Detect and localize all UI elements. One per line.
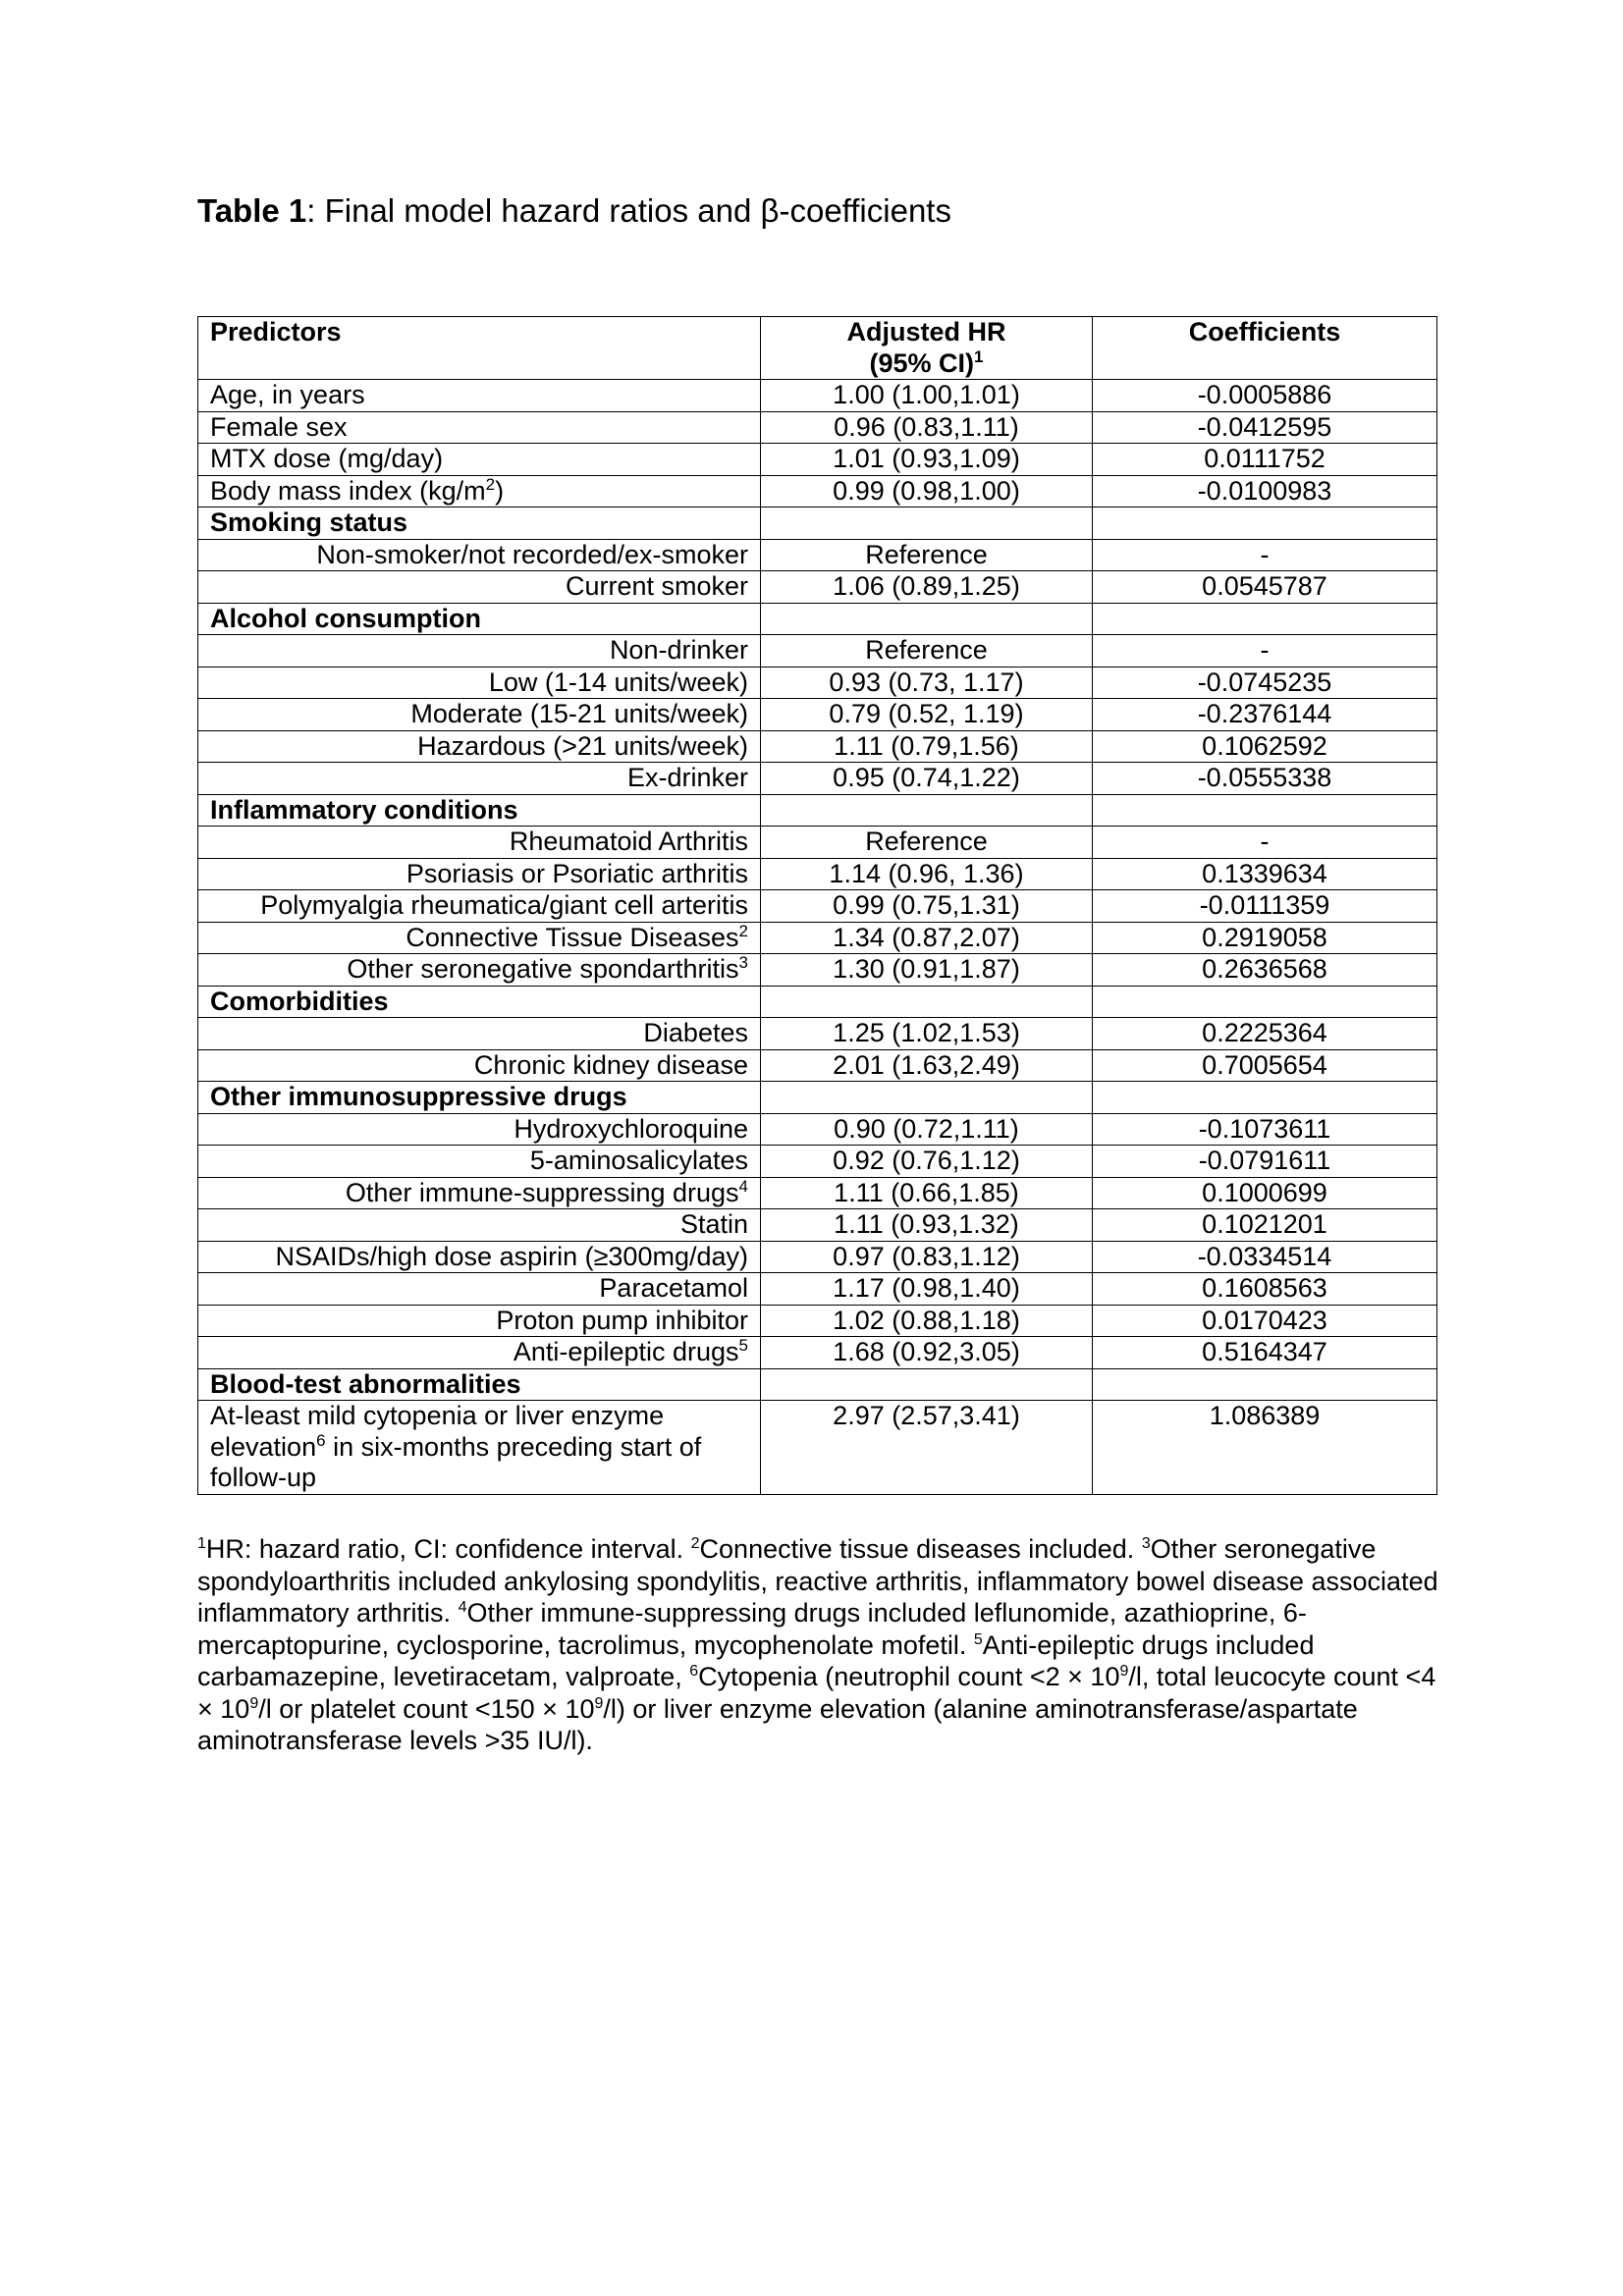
predictor-label: follow-up [210, 1463, 317, 1492]
table-row [198, 1113, 1437, 1146]
predictor-label-suffix: ) [495, 475, 505, 506]
predictor-cell [198, 954, 761, 987]
table-row [198, 444, 1437, 476]
coefficient-cell [1093, 1082, 1437, 1114]
predictor-label: Hydroxychloroquine [514, 1113, 748, 1144]
footnote-text: Connective tissue diseases included. [699, 1534, 1142, 1564]
table-row [198, 475, 1437, 507]
footnote-text: /l or platelet count <150 × 10 [258, 1693, 595, 1724]
table-row [198, 763, 1437, 795]
predictor-cell [198, 444, 761, 476]
table-title [197, 192, 951, 230]
adjusted-hr-cell: 0.99 (0.75,1.31) [761, 890, 1093, 923]
footnote-text: Cytopenia (neutrophil count <2 × 10 [698, 1662, 1120, 1691]
predictor-cell [198, 411, 761, 444]
adjusted-hr-cell: 1.17 (0.98,1.40) [761, 1273, 1093, 1306]
section-label: Alcohol consumption [210, 603, 481, 633]
table-row [198, 699, 1437, 731]
footnote-text: Other seronegative spondyloarthritis included ankylosing spondylitis, reactive arthritis, inflammatory bowel disease associated inflammatory arthritis. [197, 1534, 1438, 1628]
adjusted-hr-cell: 0.95 (0.74,1.22) [761, 763, 1093, 795]
footnote-mark: 5 [973, 1630, 983, 1648]
section-label-cell [198, 986, 761, 1018]
hazard-ratio-table [197, 316, 1437, 1495]
predictor-label: Other seronegative spondarthritis [347, 954, 739, 984]
footnote-mark: 2 [485, 474, 496, 494]
footnote-text: /l) or liver enzyme elevation (alanine aminotransferase/aspartate aminotransferase levels >35 IU/l). [197, 1693, 1358, 1755]
table-row [198, 1146, 1437, 1178]
section-label-cell [198, 794, 761, 827]
predictor-cell [198, 1305, 761, 1337]
footnote-mark: 1 [197, 1535, 206, 1552]
table-row [198, 1241, 1437, 1273]
section-header-row [198, 1082, 1437, 1114]
coefficient-cell: -0.0100983 [1093, 475, 1437, 507]
footnote-text: HR: hazard ratio, CI: confidence interval. [205, 1534, 691, 1564]
footnote-exponent: 9 [249, 1694, 259, 1712]
predictor-cell [198, 922, 761, 954]
section-label-cell [198, 1368, 761, 1401]
predictor-label: Rheumatoid Arthritis [509, 827, 748, 856]
coefficient-cell [1093, 603, 1437, 635]
predictor-cell [198, 1113, 761, 1146]
section-header-row [198, 794, 1437, 827]
predictor-cell [198, 635, 761, 667]
table-row [198, 827, 1437, 859]
adjusted-hr-cell [761, 794, 1093, 827]
table-row [198, 380, 1437, 412]
adjusted-hr-cell: 1.06 (0.89,1.25) [761, 571, 1093, 604]
section-label: Other immunosuppressive drugs [210, 1082, 627, 1111]
header-adjusted-hr [761, 317, 1093, 380]
footnote-mark: 6 [689, 1663, 699, 1680]
header-hr-line1: Adjusted HR [846, 317, 1006, 347]
footnote-text: Anti-epileptic drugs included carbamazepine, levetiracetam, valproate, [197, 1629, 1315, 1691]
predictor-cell [198, 1241, 761, 1273]
predictor-label: Diabetes [643, 1018, 748, 1047]
adjusted-hr-cell [761, 603, 1093, 635]
adjusted-hr-cell: 0.97 (0.83,1.12) [761, 1241, 1093, 1273]
footnote-mark: 3 [1141, 1535, 1151, 1552]
table-row [198, 1049, 1437, 1082]
coefficient-cell: -0.0555338 [1093, 763, 1437, 795]
coefficient-cell: 0.2919058 [1093, 922, 1437, 954]
predictor-cell [198, 1018, 761, 1050]
section-label-cell [198, 507, 761, 540]
coefficient-cell: -0.0412595 [1093, 411, 1437, 444]
table-title-number: Table 1 [197, 192, 307, 229]
coefficient-cell: 0.2636568 [1093, 954, 1437, 987]
footnote-exponent: 9 [1119, 1663, 1129, 1680]
predictor-label: Chronic kidney disease [473, 1049, 748, 1080]
predictor-cell [198, 1401, 761, 1495]
predictor-cell [198, 699, 761, 731]
coefficient-cell: 0.7005654 [1093, 1049, 1437, 1082]
section-header-row [198, 507, 1437, 540]
coefficient-cell: 0.0111752 [1093, 444, 1437, 476]
predictor-cell [198, 667, 761, 699]
adjusted-hr-cell: 0.99 (0.98,1.00) [761, 475, 1093, 507]
adjusted-hr-cell: 1.00 (1.00,1.01) [761, 380, 1093, 412]
table-row [198, 730, 1437, 763]
predictor-cell [198, 858, 761, 890]
predictor-cell [198, 1209, 761, 1242]
coefficient-cell [1093, 507, 1437, 540]
section-label: Blood-test abnormalities [210, 1368, 521, 1399]
table-footnotes [197, 1533, 1446, 1757]
adjusted-hr-cell: 0.92 (0.76,1.12) [761, 1146, 1093, 1178]
header-hr-footnote-mark: 1 [974, 347, 984, 366]
adjusted-hr-cell: 1.14 (0.96, 1.36) [761, 858, 1093, 890]
table-row [198, 858, 1437, 890]
predictor-label: Female sex [210, 411, 348, 442]
predictor-label: 5-aminosalicylates [529, 1146, 748, 1175]
adjusted-hr-cell: 1.11 (0.79,1.56) [761, 730, 1093, 763]
coefficient-cell: 0.0545787 [1093, 571, 1437, 604]
predictor-cell [198, 1337, 761, 1369]
footnote-mark: 2 [690, 1535, 700, 1552]
predictor-label: Statin [679, 1209, 748, 1239]
adjusted-hr-cell: Reference [761, 827, 1093, 859]
predictor-label: Age, in years [210, 380, 365, 409]
predictor-cell [198, 1146, 761, 1178]
adjusted-hr-cell: 1.11 (0.66,1.85) [761, 1177, 1093, 1209]
table-row [198, 890, 1437, 923]
predictor-cell [198, 1049, 761, 1082]
section-header-row [198, 986, 1437, 1018]
table-row [198, 571, 1437, 604]
section-header-row [198, 1368, 1437, 1401]
predictor-label: Hazardous (>21 units/week) [417, 730, 748, 761]
adjusted-hr-cell: 1.25 (1.02,1.53) [761, 1018, 1093, 1050]
footnote-mark: 2 [738, 921, 748, 940]
footnote-mark: 6 [316, 1430, 326, 1450]
predictor-cell [198, 1273, 761, 1306]
coefficient-cell: 0.0170423 [1093, 1305, 1437, 1337]
predictor-label: Moderate (15-21 units/week) [410, 699, 748, 728]
coefficient-cell: 0.1608563 [1093, 1273, 1437, 1306]
table-row [198, 635, 1437, 667]
predictor-label: Non-drinker [609, 635, 748, 665]
coefficient-cell: 1.086389 [1093, 1401, 1437, 1495]
predictor-label: At-least mild cytopenia or liver enzyme [210, 1401, 665, 1430]
predictor-cell [198, 890, 761, 923]
table-row [198, 539, 1437, 571]
predictor-cell [198, 475, 761, 507]
coefficient-cell: - [1093, 827, 1437, 859]
coefficient-cell: 0.1339634 [1093, 858, 1437, 890]
predictor-cell [198, 730, 761, 763]
coefficient-cell: -0.0005886 [1093, 380, 1437, 412]
coefficient-cell: 0.1062592 [1093, 730, 1437, 763]
adjusted-hr-cell: 1.34 (0.87,2.07) [761, 922, 1093, 954]
footnote-mark: 3 [738, 953, 748, 972]
footnote-mark: 4 [738, 1176, 748, 1196]
adjusted-hr-cell [761, 1082, 1093, 1114]
table-row [198, 1337, 1437, 1369]
coefficient-cell: -0.2376144 [1093, 699, 1437, 731]
predictor-cell [198, 763, 761, 795]
predictor-label: Non-smoker/not recorded/ex-smoker [316, 539, 748, 569]
adjusted-hr-cell: 0.79 (0.52, 1.19) [761, 699, 1093, 731]
predictor-label: Paracetamol [599, 1273, 748, 1303]
coefficient-cell: 0.2225364 [1093, 1018, 1437, 1050]
coefficient-cell: -0.0111359 [1093, 890, 1437, 923]
adjusted-hr-cell: Reference [761, 539, 1093, 571]
adjusted-hr-cell: 0.90 (0.72,1.11) [761, 1113, 1093, 1146]
section-label-cell [198, 1082, 761, 1114]
coefficient-cell: 0.1021201 [1093, 1209, 1437, 1242]
coefficient-cell: -0.1073611 [1093, 1113, 1437, 1146]
predictor-label: Polymyalgia rheumatica/giant cell arteritis [260, 890, 748, 920]
header-hr-line2: (95% CI) [869, 347, 975, 378]
section-label: Inflammatory conditions [210, 794, 518, 825]
predictor-label: Ex-drinker [626, 763, 748, 792]
predictor-cell [198, 827, 761, 859]
coefficient-cell: - [1093, 539, 1437, 571]
adjusted-hr-cell: 2.01 (1.63,2.49) [761, 1049, 1093, 1082]
adjusted-hr-cell [761, 1368, 1093, 1401]
predictor-label: elevation [210, 1431, 317, 1462]
coefficient-cell: -0.0745235 [1093, 667, 1437, 699]
predictor-label: Low (1-14 units/week) [488, 667, 748, 697]
table-header-row [198, 317, 1437, 380]
coefficient-cell [1093, 986, 1437, 1018]
table-row [198, 1273, 1437, 1306]
coefficient-cell: 0.5164347 [1093, 1337, 1437, 1369]
adjusted-hr-cell: 0.96 (0.83,1.11) [761, 411, 1093, 444]
predictor-cell [198, 539, 761, 571]
adjusted-hr-cell: 1.68 (0.92,3.05) [761, 1337, 1093, 1369]
predictor-cell [198, 571, 761, 604]
adjusted-hr-cell: 2.97 (2.57,3.41) [761, 1401, 1093, 1495]
table-row [198, 1177, 1437, 1209]
footnote-mark: 4 [458, 1599, 467, 1616]
coefficient-cell: -0.0791611 [1093, 1146, 1437, 1178]
footnote-exponent: 9 [594, 1694, 604, 1712]
adjusted-hr-cell: 0.93 (0.73, 1.17) [761, 667, 1093, 699]
table-row [198, 954, 1437, 987]
header-predictors: Predictors [198, 317, 761, 380]
adjusted-hr-cell: 1.01 (0.93,1.09) [761, 444, 1093, 476]
predictor-cell [198, 1177, 761, 1209]
adjusted-hr-cell: 1.02 (0.88,1.18) [761, 1305, 1093, 1337]
predictor-label: Other immune-suppressing drugs [345, 1177, 739, 1207]
predictor-cell [198, 380, 761, 412]
predictor-label: Current smoker [565, 571, 748, 601]
adjusted-hr-cell [761, 507, 1093, 540]
section-label-cell [198, 603, 761, 635]
table-title-text: : Final model hazard ratios and β-coefficients [306, 192, 951, 229]
predictor-label: Anti-epileptic drugs [513, 1337, 739, 1366]
coefficient-cell: - [1093, 635, 1437, 667]
table-row [198, 1305, 1437, 1337]
footnote-text: Other immune-suppressing drugs included leflunomide, azathioprine, 6-mercaptopurine, cyclosporine, tacrolimus, mycophenolate mofetil. [197, 1598, 1307, 1660]
table-row [198, 667, 1437, 699]
coefficient-cell [1093, 1368, 1437, 1401]
predictor-label: Body mass index (kg/m [210, 475, 486, 506]
adjusted-hr-cell: Reference [761, 635, 1093, 667]
table-row [198, 1209, 1437, 1242]
footnote-text: /l, total leucocyte count <4 × 10 [197, 1662, 1436, 1724]
table-row [198, 1401, 1437, 1495]
table-row [198, 411, 1437, 444]
table-row [198, 922, 1437, 954]
adjusted-hr-cell [761, 986, 1093, 1018]
table-row [198, 1018, 1437, 1050]
predictor-label: NSAIDs/high dose aspirin (≥300mg/day) [275, 1241, 748, 1271]
coefficient-cell: -0.0334514 [1093, 1241, 1437, 1273]
adjusted-hr-cell: 1.11 (0.93,1.32) [761, 1209, 1093, 1242]
adjusted-hr-cell: 1.30 (0.91,1.87) [761, 954, 1093, 987]
predictor-label: Psoriasis or Psoriatic arthritis [406, 858, 748, 888]
footnote-mark: 5 [738, 1336, 748, 1355]
predictor-label: Proton pump inhibitor [496, 1305, 748, 1335]
section-header-row [198, 603, 1437, 635]
coefficient-cell: 0.1000699 [1093, 1177, 1437, 1209]
table-body [198, 380, 1437, 1495]
predictor-label: in six-months preceding start of [325, 1431, 702, 1462]
predictor-label: Connective Tissue Diseases [406, 922, 739, 952]
predictor-label: MTX dose (mg/day) [210, 444, 444, 473]
section-label: Smoking status [210, 507, 408, 537]
coefficient-cell [1093, 794, 1437, 827]
header-coefficients: Coefficients [1093, 317, 1437, 380]
section-label: Comorbidities [210, 986, 389, 1016]
